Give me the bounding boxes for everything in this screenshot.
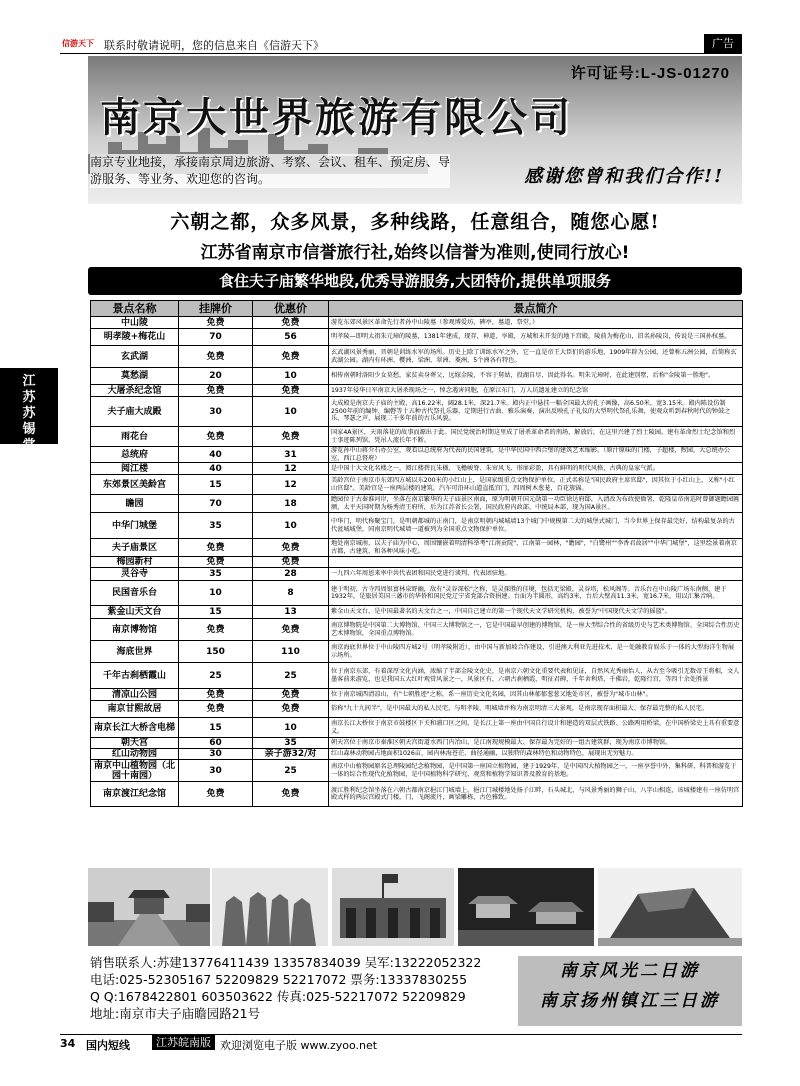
deal-price: 12 [253, 475, 329, 495]
deal-price: 18 [253, 495, 329, 513]
spot-intro: 南京博物院是中国第二大博物馆、中国三大博物馆之一，它是中国最早创建的博物馆，是一座大型综合性的省级历史与艺术类博物馆、全国综合性历史艺术博物馆，全国重点博物馆。 [329, 619, 743, 641]
spot-name: 清凉山公园 [91, 689, 179, 701]
col-header-deal-price: 优惠价 [253, 301, 329, 317]
table-row [91, 581, 743, 606]
region-side-tab [0, 368, 58, 453]
spot-intro: 美龄宫位于南京市东郊四方城以东200米的小红山上，是国家级重点文物保护单位。正式名称是"国民政府主席官邸"，因其位于小红山上，又称"小红山官邸"。美龄宫是一座两层楼的建筑，汽车可沿环山道直抵宫门，四周树木葱茏，百花簇锦。 [329, 475, 743, 495]
list-price: 15 [179, 475, 253, 495]
motto: 江苏省南京市信誉旅行社,始终以信誉为准则,使同行放心! [200, 243, 630, 263]
list-price: 35 [179, 513, 253, 539]
spot-name: 莫愁湖 [91, 368, 179, 385]
list-price: 免费 [179, 385, 253, 397]
deal-price: 10 [253, 368, 329, 385]
side-tab-char: 江 [22, 374, 36, 389]
spot-name: 灵谷寺 [91, 568, 179, 581]
building-photo [332, 868, 454, 946]
table-row [91, 749, 743, 760]
deal-price: 28 [253, 568, 329, 581]
spot-intro: 相传南朝时洛阳少女莫愁，家贫卖身葬父，远嫁金陵，不容于舅姑，投湖自尽，因此得名。明朱元璋时，在此建别墅，后称"金陵第一胜地"。 [329, 368, 743, 385]
license-number: 许可证号:L-JS-01270 [570, 65, 730, 82]
side-tab-char: 苏 [22, 406, 36, 421]
deal-price: 免费 [253, 619, 329, 641]
memorial-photo [598, 868, 742, 946]
spot-name: 红山动物园 [91, 749, 179, 760]
page-footer [60, 1034, 742, 1050]
spot-intro: 建于明初，古寺四周银富林泉野幽，敌有"灵谷深松"之称，是灵探胜的佳境，包括无梁殿，灵谷塔，松风阁等。音乐台在中山陵广场东南侧，建于1932年，是旅居美国三藩市的华侨和国民党辽宁省党部合资捐建。台面为半圆形，高约3米，台后大壁高11.3米，宽16.7米，用以汇集音响。 [329, 581, 743, 606]
deal-price: 31 [253, 447, 329, 463]
deal-price: 25 [253, 760, 329, 782]
list-price: 40 [179, 447, 253, 463]
thanks-text: 感谢您曾和我们合作!! [524, 166, 724, 187]
spot-name: 南京博物馆 [91, 619, 179, 641]
list-price: 免费 [179, 317, 253, 329]
deal-price: 110 [253, 641, 329, 663]
spot-intro: 渡江胜利纪念馆坐落在六朝古都南京挹江门城墙上。挹江门城楼地处扬子江畔，石头城北，与风景秀丽的狮子山、八字山相连，该城楼建有一座仿明宫殿式样的两层宫殿式门楼，门，飞阁流丹，画梁雕栋，古色雅致。 [329, 782, 743, 807]
list-price: 免费 [179, 782, 253, 807]
deal-price: 亲子游32/对 [253, 749, 329, 760]
spot-name: 海底世界 [91, 641, 179, 663]
deal-price: 免费 [253, 317, 329, 329]
company-name: 南京大世界旅游有限公司 [100, 94, 573, 141]
spot-intro: 南京长江大桥位于南京市鼓楼区下关和浦口区之间，是长江上第一座由中国自行设计和建造的双层式铁路、公路两用桥梁，在中国桥梁史上具有重要意义。 [329, 718, 743, 738]
deal-price: 13 [253, 606, 329, 619]
night-temple-photo [458, 868, 594, 946]
contact-address: 地址:南京市夫子庙瞻园路21号 [90, 1006, 261, 1021]
deal-price: 10 [253, 718, 329, 738]
table-row [91, 606, 743, 619]
spot-intro: 游览东郊风景区革命先行者孙中山陵墓（参观博爱坊，碑亭，墓道，祭堂，） [329, 317, 743, 329]
company-banner [88, 56, 742, 204]
section-name: 国内短线 [86, 1039, 130, 1052]
mausoleum-photo [88, 868, 210, 946]
spot-intro: 红山森林动物园占地面积1026亩，园内林海苍茫、曲径通幽，以独特的森林特色和动物特色，展现出无穷魅力。 [329, 749, 743, 760]
table-row [91, 557, 743, 568]
table-row [91, 760, 743, 782]
list-price: 免费 [179, 557, 253, 568]
spot-intro: 地处南京城南，以夫子庙为中心，周围镶嵌着明清科举考"江南贡院"，江南第一园林，"瞻园"，"白鹭州""李香君故居""中华门城堡"，这里绘景着南京古都，古建筑，和各种风味小吃。 [329, 539, 743, 557]
tour-three-city-3day: 南京扬州镇江三日游 [540, 991, 720, 1011]
spot-intro: 位于南京东郊，有着深厚文化内涵，浓缩了半部金陵文化史，是南京六朝文化重要代表和见证，自然风光秀丽怡人，从古至今吸引无数帝王将相，文人墨客前来游览，也是我国五大红叶观赏风景之一，风景区有，六朝古刹栖霞，明征君碑，千年舍利塔，千佛岩，乾隆行宫，等四十余处胜景 [329, 663, 743, 689]
spot-name: 明孝陵+梅花山 [91, 329, 179, 346]
side-tab-char: 常 [22, 438, 36, 453]
spot-intro: 一九四六年周恩来率中共代表团和国民党进行谈判，代表团驻地。 [329, 568, 743, 581]
list-price: 20 [179, 368, 253, 385]
deal-price: 免费 [253, 385, 329, 397]
table-row [91, 385, 743, 397]
deal-price: 8 [253, 581, 329, 606]
list-price: 免费 [179, 346, 253, 368]
deal-price: 免费 [253, 689, 329, 701]
deal-price: 56 [253, 329, 329, 346]
tour-products [518, 956, 742, 1026]
spot-intro: 游览孙中山蒋介石办公室，观看以总统府为代表的民国建筑，是中华民国中西合璧的建筑艺术缩影。（原汁原味的门楼，子超楼，煦园，大总统办公室，西江总督府） [329, 447, 743, 463]
col-header-name: 景点名称 [91, 301, 179, 317]
list-price: 60 [179, 738, 253, 749]
table-row [91, 782, 743, 807]
spot-name: 玄武湖 [91, 346, 179, 368]
spot-name: 东郊景区美龄宫 [91, 475, 179, 495]
statue-photo [212, 868, 328, 946]
spot-name: 紫金山天文台 [91, 606, 179, 619]
spot-name: 中华门城堡 [91, 513, 179, 539]
spot-intro: 位于南京城西清凉山，有"七朝胜迹"之称，系一座历史文化名园，因其山林郁郁葱葱又地处市区，被誉为"城市山林"。 [329, 689, 743, 701]
spot-name: 瞻园 [91, 495, 179, 513]
table-row [91, 463, 743, 475]
spot-name: 夫子庙景区 [91, 539, 179, 557]
sales-contact [90, 954, 510, 1022]
spot-intro: 南京中山植物园原名总理陵园纪念植物园，是中国第一座国立植物园，建于1929年，是中国四大植物园之一，一座享誉中外，集科研、科普和游览于一体的综合性现代化植物园，是中国植物科学研究、观赏和植物学知识普及教育的基地。 [329, 760, 743, 782]
top-bar [60, 34, 742, 54]
list-price: 70 [179, 495, 253, 513]
spot-name: 南京长江大桥含电梯 [91, 718, 179, 738]
list-price: 免费 [179, 689, 253, 701]
slogan: 六朝之都，众多风景，多种线路，任意组合，随您心愿! [170, 211, 660, 233]
list-price: 免费 [179, 701, 253, 718]
table-row [91, 447, 743, 463]
deal-price: 35 [253, 738, 329, 749]
spot-name: 梅园新村 [91, 557, 179, 568]
table-row [91, 427, 743, 447]
spot-name: 千年古刹栖霞山 [91, 663, 179, 689]
contact-qq-fax: Q Q:1678422801 603503622 传真:025-52217072 52209829 [90, 989, 466, 1004]
spot-name: 南京甘熙故居 [91, 701, 179, 718]
list-price: 免费 [179, 427, 253, 447]
spot-intro: 1937年侵华日军南京大屠杀现场之一，悼念遇害同胞，在原江东门，万人坑遗址建立的纪念馆 [329, 385, 743, 397]
spot-name: 阅江楼 [91, 463, 179, 475]
deal-price: 免费 [253, 701, 329, 718]
deal-price: 免费 [253, 427, 329, 447]
spot-name: 夫子庙大成殿 [91, 397, 179, 427]
list-price: 25 [179, 663, 253, 689]
table-row [91, 619, 743, 641]
table-row [91, 495, 743, 513]
spot-intro: 明孝陵—即明太祖朱元璋的陵墓，1381年建成，现存，神道，享殿，方城和未开发的地下宫殿，陵前为梅花山，旧名孙陵岗，传说是三国孙权墓。 [329, 329, 743, 346]
spot-name: 南京渡江纪念馆 [91, 782, 179, 807]
list-price: 10 [179, 581, 253, 606]
table-row [91, 663, 743, 689]
side-tab-char: 锡 [22, 422, 36, 437]
deal-price: 免费 [253, 346, 329, 368]
col-header-intro: 景点简介 [329, 301, 743, 317]
deal-price: 免费 [253, 782, 329, 807]
list-price: 30 [179, 397, 253, 427]
table-row [91, 475, 743, 495]
edition-badge: 江苏皖南版 [152, 1035, 215, 1050]
tour-nanjing-2day: 南京风光二日游 [560, 961, 700, 981]
list-price: 150 [179, 641, 253, 663]
spot-name: 朝天宫 [91, 738, 179, 749]
table-row [91, 317, 743, 329]
spot-intro: 南京海底世界位于中山陵四方城2号（明孝陵附近），由中国与新加坡合作建设，引进澳大利亚先进技术，是一处融教育娱乐于一体的大型海洋生物展示场所。 [329, 641, 743, 663]
table-row [91, 513, 743, 539]
spot-name: 大屠杀纪念馆 [91, 385, 179, 397]
spot-intro: 俗称"九十九间半"，是中国最大的私人民宅，与明孝陵、明城墙并称为南京明清三大景观，是南京现存面积最大、保存最完整的私人民宅。 [329, 701, 743, 718]
website-link[interactable]: 欢迎浏览电子版 www.zyoo.net [220, 1039, 378, 1052]
table-row [91, 718, 743, 738]
deal-price: 12 [253, 463, 329, 475]
list-price: 15 [179, 718, 253, 738]
deal-price: 10 [253, 397, 329, 427]
spot-name: 总统府 [91, 447, 179, 463]
table-row [91, 329, 743, 346]
deal-price: 免费 [253, 539, 329, 557]
services-text: 南京专业地接，承接南京周边旅游、考察、会议、租车、预定房、导游服务、等业务、欢迎您的咨询。 [90, 155, 451, 186]
spot-intro: 中华门，明代称聚宝门，是明朝都城的正南门，是南京明朝内城城墙13个城门中规模第二大的城堡式城门，当今世界上保存最完好，结构最复杂的古代瓮城城堡，同南京明代城墙一道被列为全国重点文物保护单位。 [329, 513, 743, 539]
list-price: 免费 [179, 619, 253, 641]
spot-intro: 国家4A景区，天雨落花的故事而源出于此。国民党统治时期这里成了屠杀革命者的刑场，解放后，在这里兴建了烈士陵园。建有革命烈士纪念馆和烈士事迹陈列馆，凭吊人流长年不断。 [329, 427, 743, 447]
list-price: 免费 [179, 539, 253, 557]
spot-intro: 朝天宫位于南京市秦淮区朝天宫街道水西门内冶山，是江南现规模最大、保存最为完好的一组古建筑群，现为南京市博物馆。 [329, 738, 743, 749]
deal-price: 免费 [253, 557, 329, 568]
feature-bar: 食住夫子庙繁华地段,优秀导游服务,大团特价,提供单项服务 [88, 267, 742, 295]
table-row [91, 641, 743, 663]
spot-intro: 紫金山天文台，是中国最著名的天文台之一，中国自己建立的第一个现代天文学研究机构，被誉为"中国现代天文学的摇篮"。 [329, 606, 743, 619]
list-price: 40 [179, 463, 253, 475]
spot-name: 中山陵 [91, 317, 179, 329]
list-price: 70 [179, 329, 253, 346]
contact-sales: 销售联系人:苏建13776411439 13357834039 吴军:13222052322 [90, 955, 482, 970]
spot-name: 南京中山植物园（北园十南园） [91, 760, 179, 782]
table-row [91, 738, 743, 749]
photo-strip [88, 868, 742, 946]
table-row [91, 689, 743, 701]
side-tab-char: 苏 [22, 390, 36, 405]
spot-intro: 大成殿是南京夫子庙的主殿，高16.22米，阔28.1米，深21.7米。殿内正中悬挂一幅全国最大的孔子画像，高6.50米，宽3.15米。殿内陈设仿制2500年前的编钟、编磬等十五种古代祭孔乐器，定期进行古曲、雅乐演奏，演出反映孔子礼仪的大型明代祭孔乐舞，使观众听到春秋时代的钟鼓之乐、琴瑟之声，展现二千多年前的古乐风貌。 [329, 397, 743, 427]
table-row [91, 701, 743, 718]
col-header-list-price: 挂牌价 [179, 301, 253, 317]
contact-phone: 电话:025-52305167 52209829 52217072 票务:13337830255 [90, 972, 468, 987]
table-row [91, 568, 743, 581]
spot-name: 雨花台 [91, 427, 179, 447]
source-tip: 联系时敬请说明，您的信息来自《信游天下》 [104, 39, 324, 52]
table-header-row [91, 301, 743, 317]
list-price: 35 [179, 568, 253, 581]
spot-intro: 玄武湖风景秀丽，晋朝是训练水军的场所。历史上除了训练水军之外，它一直是帝王大臣们的游乐地，1909年辟为公园，还曾称五洲公园，后简称玄武湖公园。湖内有环洲、樱洲、梁洲、翠洲、菱洲，5个洲各有特色。 [329, 346, 743, 368]
page-number: 34 [60, 1037, 76, 1050]
brand-logo: 信游天下 [62, 38, 94, 48]
ad-tag: 广告 [704, 34, 742, 54]
spot-intro [329, 557, 743, 568]
spot-intro: 瞻园位于古秦淮河岸，坐落在南京繁华的夫子庙景区南面，原为明朝开国元勋第一功臣徐达府邸，入清改为布政使衙署，乾隆皇帝南巡时曾御题瞻园匾额，太平天国时期为杨秀清王府所，后为江苏省长公署，国民政府内政部，中统局本部，现为国A景区。 [329, 495, 743, 513]
list-price: 30 [179, 760, 253, 782]
deal-price: 25 [253, 663, 329, 689]
table-row [91, 368, 743, 385]
scenic-spots-table [90, 300, 743, 807]
deal-price: 10 [253, 513, 329, 539]
table-row [91, 346, 743, 368]
spot-intro: 是中国十大文化名楼之一，阅江楼碧瓦朱楹、飞檐峻脊、朱帘风飞、形扉彩盈，具有鲜明的明代风格，古典的皇家气派。 [329, 463, 743, 475]
list-price: 30 [179, 749, 253, 760]
list-price: 15 [179, 606, 253, 619]
table-row [91, 539, 743, 557]
spot-name: 民国音乐台 [91, 581, 179, 606]
table-row [91, 397, 743, 427]
